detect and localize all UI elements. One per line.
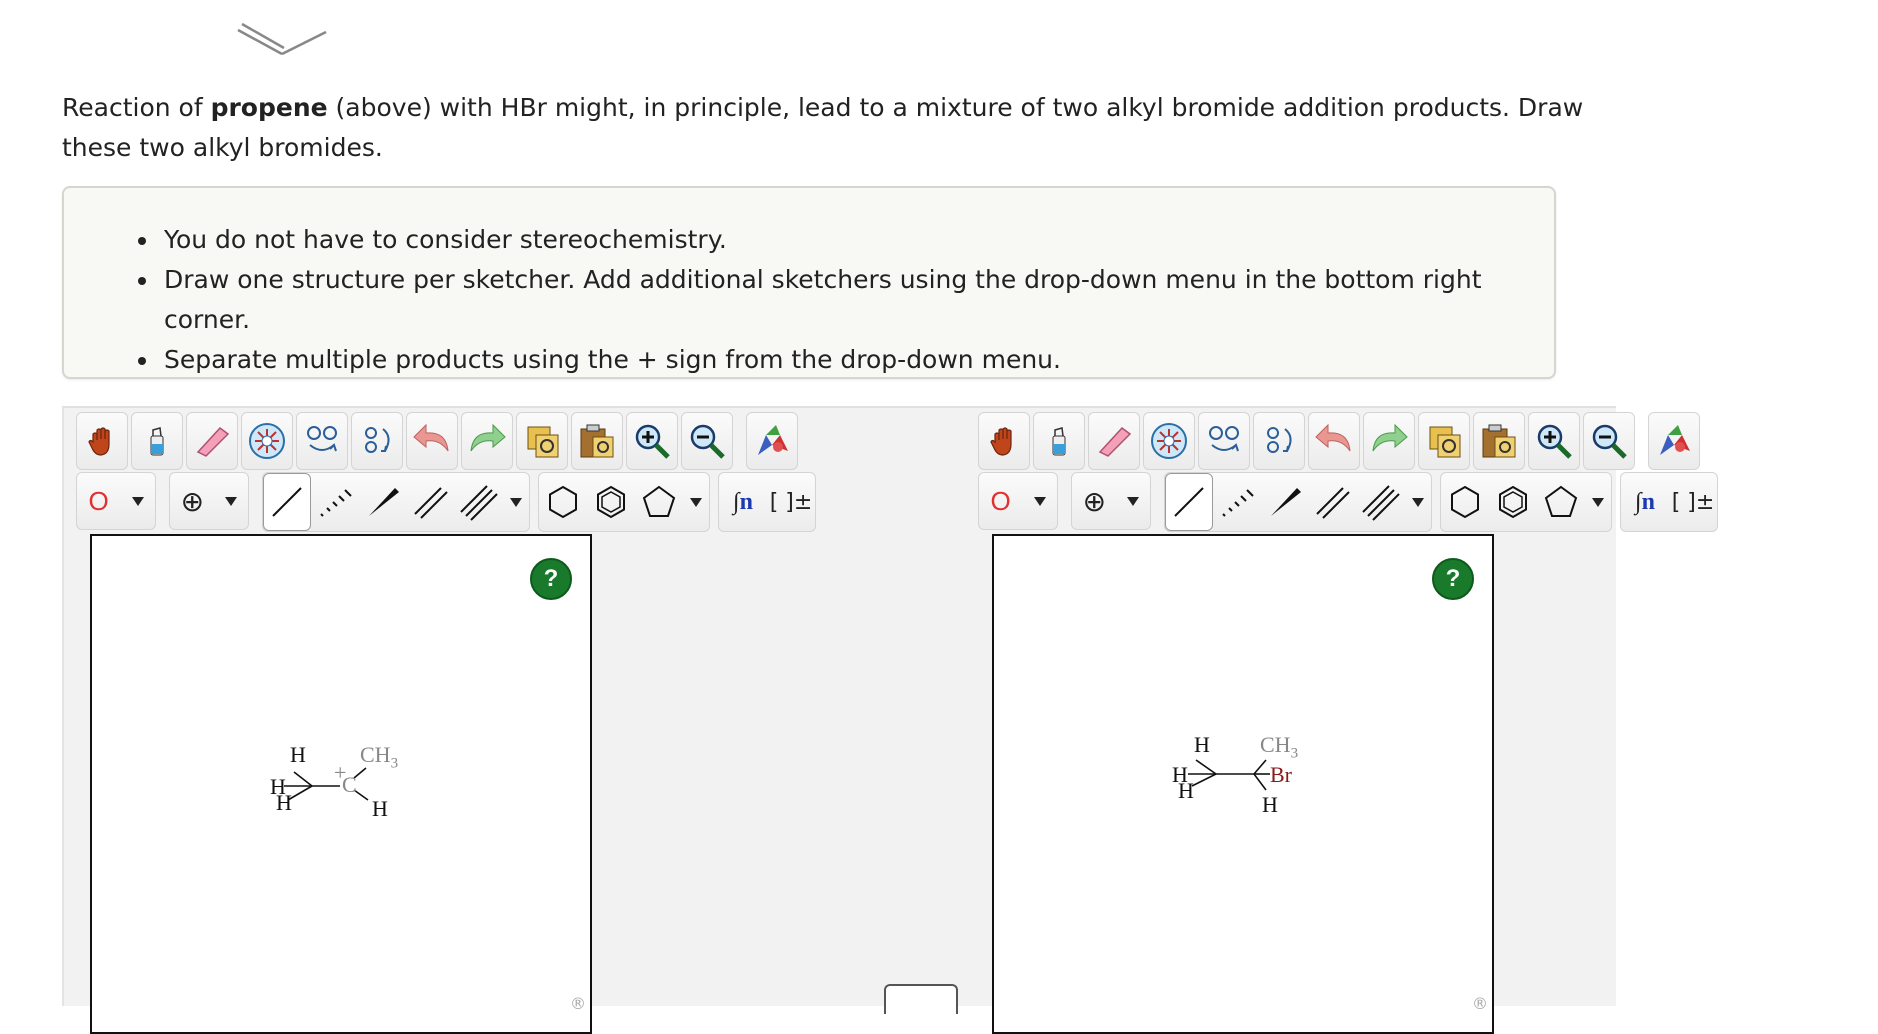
sgroup-glyph: ∫ bbox=[733, 488, 740, 515]
sgroup-tools bbox=[718, 472, 816, 532]
copy-button[interactable] bbox=[1418, 412, 1470, 470]
bracket-button[interactable] bbox=[1669, 473, 1717, 531]
chevron-down-icon bbox=[510, 498, 522, 507]
help-button[interactable] bbox=[530, 558, 572, 600]
redo-icon bbox=[1367, 421, 1411, 461]
clean-icon bbox=[1204, 421, 1244, 461]
bond-dropdown[interactable] bbox=[1405, 473, 1431, 531]
add-sketcher-tab[interactable] bbox=[884, 984, 958, 1014]
double-bond-button[interactable] bbox=[407, 473, 455, 531]
clean-icon bbox=[302, 421, 342, 461]
pentagon-icon bbox=[1543, 484, 1579, 520]
charge-label: ⊕ bbox=[1082, 484, 1107, 518]
paste-button[interactable] bbox=[1473, 412, 1525, 470]
single-bond-icon bbox=[1171, 484, 1207, 520]
bottle-icon bbox=[1042, 424, 1076, 458]
zoom-in-icon bbox=[1534, 421, 1574, 461]
wedge-bond-button[interactable] bbox=[359, 473, 407, 531]
help-button[interactable] bbox=[1432, 558, 1474, 600]
question-bold: propene bbox=[210, 93, 328, 122]
bond-line bbox=[1196, 760, 1216, 774]
double-bond-button[interactable] bbox=[1309, 473, 1357, 531]
help-label: ? bbox=[1445, 565, 1461, 592]
cyclohexane-button[interactable] bbox=[1441, 473, 1489, 531]
zoom-in-icon bbox=[632, 421, 672, 461]
atom-label-h: H bbox=[276, 790, 292, 815]
atom-label-h: H bbox=[290, 742, 306, 767]
element-dropdown[interactable] bbox=[76, 472, 156, 530]
element-dropdown[interactable] bbox=[978, 472, 1058, 530]
ring-template-icon bbox=[1149, 421, 1189, 461]
benzene-button[interactable] bbox=[1489, 473, 1537, 531]
undo-button[interactable] bbox=[406, 412, 458, 470]
eraser-icon bbox=[1094, 424, 1134, 458]
hexagon-icon bbox=[1447, 484, 1483, 520]
cyclopentane-button[interactable] bbox=[635, 473, 683, 531]
hint-item: Draw one structure per sketcher. Add additional sketchers using the drop-down menu in the bottom right corner. bbox=[164, 260, 1554, 340]
color-button[interactable] bbox=[1648, 412, 1700, 470]
chevron-down-icon bbox=[1127, 497, 1139, 506]
bracket-button[interactable] bbox=[767, 473, 815, 531]
bond-tools bbox=[1164, 472, 1432, 532]
hint-item: Separate multiple products using the + sign from the drop-down menu. bbox=[164, 340, 1554, 380]
bottle-icon bbox=[140, 424, 174, 458]
paste-icon bbox=[577, 421, 617, 461]
bond-line bbox=[1192, 774, 1216, 786]
drawing-canvas[interactable] bbox=[90, 534, 592, 1034]
bracket-label: [ ]± bbox=[1671, 489, 1715, 515]
bracket-label: [ ]± bbox=[769, 489, 813, 515]
rotate-button[interactable] bbox=[1253, 412, 1305, 470]
zoom-in-button[interactable] bbox=[1528, 412, 1580, 470]
hand-tool-button[interactable] bbox=[978, 412, 1030, 470]
bottle-tool-button[interactable] bbox=[131, 412, 183, 470]
chevron-down-icon bbox=[1034, 497, 1046, 506]
sgroup-glyph: ∫ bbox=[1635, 488, 1642, 515]
sketcher-1 bbox=[76, 412, 976, 1012]
triple-bond-icon bbox=[461, 484, 497, 520]
pentagon-icon bbox=[641, 484, 677, 520]
bond-dropdown[interactable] bbox=[503, 473, 529, 531]
bond-line bbox=[294, 772, 312, 786]
single-bond-button[interactable] bbox=[263, 473, 311, 531]
ring-template-icon bbox=[247, 421, 287, 461]
ring-tools bbox=[538, 472, 710, 532]
charge-label: ⊕ bbox=[180, 484, 205, 518]
chevron-down-icon bbox=[690, 498, 702, 507]
bond-tools bbox=[262, 472, 530, 532]
ring-dropdown[interactable] bbox=[683, 473, 709, 531]
atom-label-h: H bbox=[1194, 732, 1210, 757]
atom-label-h: H bbox=[1172, 762, 1188, 787]
chevron-down-icon bbox=[225, 497, 237, 506]
zoom-in-button[interactable] bbox=[626, 412, 678, 470]
clean-structure-button[interactable] bbox=[296, 412, 348, 470]
registered-mark: ® bbox=[570, 994, 586, 1013]
sgroup-label: n bbox=[1641, 488, 1655, 515]
hashed-bond-button[interactable] bbox=[1213, 473, 1261, 531]
benzene-icon bbox=[593, 484, 629, 520]
eraser-tool-button[interactable] bbox=[186, 412, 238, 470]
rotate-icon bbox=[357, 421, 397, 461]
wedge-bond-button[interactable] bbox=[1261, 473, 1309, 531]
redo-button[interactable] bbox=[1363, 412, 1415, 470]
benzene-button[interactable] bbox=[587, 473, 635, 531]
cyclopentane-button[interactable] bbox=[1537, 473, 1585, 531]
sgroup-tools bbox=[1620, 472, 1718, 532]
undo-icon bbox=[410, 421, 454, 461]
triple-bond-button[interactable] bbox=[455, 473, 503, 531]
paste-button[interactable] bbox=[571, 412, 623, 470]
eraser-tool-button[interactable] bbox=[1088, 412, 1140, 470]
paste-icon bbox=[1479, 421, 1519, 461]
chevron-down-icon bbox=[1592, 498, 1604, 507]
triple-bond-icon bbox=[1363, 484, 1399, 520]
single-bond-icon bbox=[269, 484, 305, 520]
rotate-button[interactable] bbox=[351, 412, 403, 470]
hexagon-icon bbox=[545, 484, 581, 520]
toolbar-bottom bbox=[978, 472, 1726, 532]
zoom-out-button[interactable] bbox=[681, 412, 733, 470]
hashed-bond-button[interactable] bbox=[311, 473, 359, 531]
atom-label-h: H bbox=[1262, 792, 1278, 817]
double-bond-icon bbox=[1315, 484, 1351, 520]
wedge-bond-icon bbox=[365, 484, 401, 520]
propene-structure bbox=[238, 24, 328, 64]
ring-tools bbox=[1440, 472, 1612, 532]
toolbar-bottom bbox=[76, 472, 824, 532]
help-label: ? bbox=[543, 565, 559, 592]
color-button[interactable] bbox=[746, 412, 798, 470]
sgroup-button[interactable] bbox=[1621, 473, 1669, 531]
hashed-bond-icon bbox=[1219, 484, 1255, 520]
charge-dropdown[interactable] bbox=[169, 472, 249, 530]
copy-icon bbox=[522, 421, 562, 461]
registered-mark: ® bbox=[1472, 994, 1488, 1013]
copy-button[interactable] bbox=[516, 412, 568, 470]
zoom-out-button[interactable] bbox=[1583, 412, 1635, 470]
copy-icon bbox=[1424, 421, 1464, 461]
double-bond-icon bbox=[413, 484, 449, 520]
element-label: O bbox=[88, 485, 109, 516]
eraser-icon bbox=[192, 424, 232, 458]
atom-label-h: H bbox=[1178, 778, 1194, 803]
clean-structure-button[interactable] bbox=[1198, 412, 1250, 470]
cyclohexane-button[interactable] bbox=[539, 473, 587, 531]
ring-template-button[interactable] bbox=[1143, 412, 1195, 470]
charge-dropdown[interactable] bbox=[1071, 472, 1151, 530]
hint-item: You do not have to consider stereochemistry. bbox=[164, 220, 1554, 260]
undo-icon bbox=[1312, 421, 1356, 461]
charge-label: + bbox=[334, 760, 347, 785]
zoom-out-icon bbox=[687, 421, 727, 461]
bond-line bbox=[1254, 774, 1266, 790]
question-text bbox=[62, 88, 1602, 168]
atom-label-h: H bbox=[372, 796, 388, 821]
sgroup-label: n bbox=[739, 488, 753, 515]
ring-dropdown[interactable] bbox=[1585, 473, 1611, 531]
atom-label-br: Br bbox=[1270, 762, 1292, 787]
chevron-down-icon bbox=[132, 497, 144, 506]
atom-label-ch3: $CH_3$ bbox=[1260, 732, 1299, 762]
sgroup-button[interactable] bbox=[719, 473, 767, 531]
redo-button[interactable] bbox=[461, 412, 513, 470]
triple-bond-button[interactable] bbox=[1357, 473, 1405, 531]
toolbar-top bbox=[76, 412, 801, 472]
hand-icon bbox=[987, 424, 1021, 458]
undo-button[interactable] bbox=[1308, 412, 1360, 470]
element-label: O bbox=[990, 485, 1011, 516]
hint-list bbox=[64, 188, 1554, 380]
redo-icon bbox=[465, 421, 509, 461]
atom-label-ch3: $CH_3$ bbox=[360, 742, 399, 772]
benzene-icon bbox=[1495, 484, 1531, 520]
atom-label-h: H bbox=[270, 774, 286, 799]
hashed-bond-icon bbox=[317, 484, 353, 520]
ring-template-button[interactable] bbox=[241, 412, 293, 470]
color-icon bbox=[1654, 421, 1694, 461]
question-pre: Reaction of bbox=[62, 93, 211, 122]
hand-tool-button[interactable] bbox=[76, 412, 128, 470]
atom-label-c: C bbox=[342, 772, 357, 797]
toolbar-top bbox=[978, 412, 1703, 472]
question-post: (above) with HBr might, in principle, lead to a mixture of two alkyl bromide addition products. Draw these two alkyl bromides. bbox=[62, 93, 1584, 162]
zoom-out-icon bbox=[1589, 421, 1629, 461]
bottle-tool-button[interactable] bbox=[1033, 412, 1085, 470]
wedge-bond-icon bbox=[1267, 484, 1303, 520]
color-icon bbox=[752, 421, 792, 461]
chevron-down-icon bbox=[1412, 498, 1424, 507]
single-bond-button[interactable] bbox=[1165, 473, 1213, 531]
hint-box bbox=[62, 186, 1556, 379]
drawing-canvas[interactable] bbox=[992, 534, 1494, 1034]
hand-icon bbox=[85, 424, 119, 458]
sketcher-2 bbox=[978, 412, 1878, 1012]
rotate-icon bbox=[1259, 421, 1299, 461]
